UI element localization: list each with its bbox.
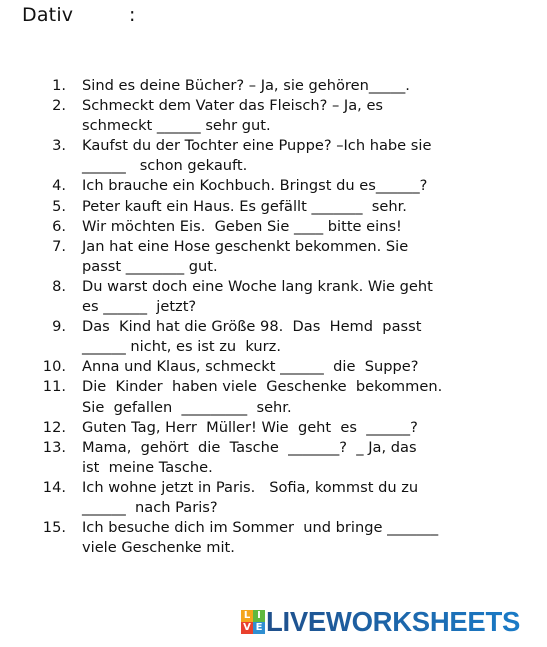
- item-number: 12.: [42, 418, 66, 436]
- item-sentence: [82, 518, 527, 558]
- item-sentence: [82, 217, 527, 237]
- sentence-line: Mama, gehört die Tasche _______? _ Ja, das: [82, 438, 417, 456]
- exercise-item: [0, 518, 547, 558]
- exercise-item: [0, 217, 547, 237]
- item-sentence: [82, 438, 527, 478]
- exercise-item: [0, 176, 547, 196]
- item-sentence: [82, 277, 527, 317]
- sentence-line: Du warst doch eine Woche lang krank. Wie geht: [82, 277, 433, 295]
- item-sentence: [82, 377, 527, 417]
- item-number: 14.: [42, 478, 66, 496]
- item-sentence: [82, 197, 527, 217]
- exercise-item: [0, 438, 547, 478]
- sentence-line: es ______ jetzt?: [82, 298, 197, 316]
- sentence-line: Peter kauft ein Haus. Es gefällt _______ sehr.: [82, 197, 407, 215]
- exercise-item: [0, 76, 547, 96]
- logo-mark-square: L: [241, 610, 253, 622]
- item-number: 2.: [52, 97, 66, 115]
- heading-colon: :: [129, 4, 136, 26]
- logo-mark-square: V: [241, 622, 253, 634]
- exercise-item: [0, 96, 547, 136]
- item-number: 4.: [52, 177, 66, 195]
- item-number: 13.: [42, 438, 66, 456]
- logo-mark-square: I: [253, 610, 265, 622]
- sentence-line: Kaufst du der Tochter eine Puppe? –Ich habe sie: [82, 137, 432, 155]
- item-number: 6.: [52, 217, 66, 235]
- exercise-item: [0, 136, 547, 176]
- liveworksheets-logo: [241, 606, 520, 638]
- sentence-line: Ich brauche ein Kochbuch. Bringst du es______?: [82, 177, 428, 195]
- item-sentence: [82, 478, 527, 518]
- sentence-line: passt ________ gut.: [82, 257, 218, 275]
- sentence-line: Sind es deine Bücher? – Ja, sie gehören_____.: [82, 77, 410, 94]
- exercise-item: [0, 377, 547, 417]
- sentence-line: Jan hat eine Hose geschenkt bekommen. Sie: [82, 237, 409, 255]
- sentence-line: Schmeckt dem Vater das Fleisch? – Ja, es: [82, 97, 384, 115]
- exercise-item: [0, 277, 547, 317]
- item-number: 9.: [52, 318, 66, 336]
- item-number: 1.: [52, 77, 66, 94]
- sentence-line: Anna und Klaus, schmeckt ______ die Suppe?: [82, 358, 419, 376]
- sentence-line: Wir möchten Eis. Geben Sie ____ bitte eins!: [82, 217, 402, 235]
- exercise-item: [0, 478, 547, 518]
- item-number: 5.: [52, 197, 66, 215]
- item-number: 15.: [42, 519, 66, 537]
- item-number: 3.: [52, 137, 66, 155]
- sentence-line: Ich besuche dich im Sommer und bringe _______: [82, 519, 439, 537]
- exercise-item: [0, 418, 547, 438]
- sentence-line: viele Geschenke mit.: [82, 539, 235, 557]
- exercise-item: [0, 317, 547, 357]
- sentence-line: Das Kind hat die Größe 98. Das Hemd passt: [82, 318, 422, 336]
- item-sentence: [82, 357, 527, 377]
- sentence-line: ______ nicht, es ist zu kurz.: [82, 338, 281, 356]
- sentence-line: Die Kinder haben viele Geschenke bekommen.: [82, 378, 443, 396]
- exercise-item: [0, 197, 547, 217]
- worksheet-heading: [22, 3, 136, 27]
- sentence-line: Ich wohne jetzt in Paris. Sofia, kommst du zu: [82, 478, 419, 496]
- exercise-item: [0, 357, 547, 377]
- item-number: 10.: [42, 358, 66, 376]
- item-sentence: [82, 96, 527, 136]
- worksheet-title: Dativ: [22, 4, 74, 26]
- item-sentence: [82, 136, 527, 176]
- sentence-line: Guten Tag, Herr Müller! Wie geht es ______?: [82, 418, 418, 436]
- exercise-item: [0, 237, 547, 277]
- item-number: 8.: [52, 277, 66, 295]
- logo-mark-square: E: [253, 622, 265, 634]
- item-sentence: [82, 76, 527, 96]
- sentence-line: ______ schon gekauft.: [82, 157, 248, 175]
- item-number: 7.: [52, 237, 66, 255]
- sentence-line: schmeckt ______ sehr gut.: [82, 117, 271, 135]
- exercise-list: [0, 76, 547, 558]
- item-number: 11.: [42, 378, 66, 396]
- item-sentence: [82, 317, 527, 357]
- sentence-line: ist meine Tasche.: [82, 458, 213, 476]
- item-sentence: [82, 176, 527, 196]
- item-sentence: [82, 237, 527, 277]
- logo-text: LIVEWORKSHEETS: [266, 606, 521, 637]
- sentence-line: Sie gefallen _________ sehr.: [82, 398, 292, 416]
- logo-mark-icon: [241, 610, 265, 634]
- sentence-line: ______ nach Paris?: [82, 498, 218, 516]
- item-sentence: [82, 418, 527, 438]
